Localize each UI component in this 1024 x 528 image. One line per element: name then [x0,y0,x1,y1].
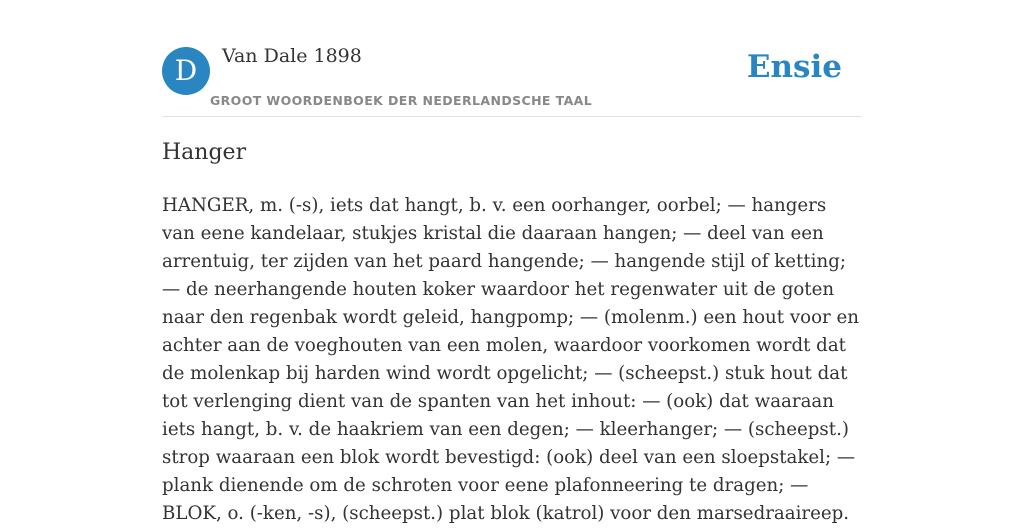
source-title[interactable]: Van Dale 1898 [222,45,362,67]
source-subtitle: GROOT WOORDENBOEK DER NEDERLANDSCHE TAAL [210,93,593,108]
entry-title: Hanger [162,140,247,165]
header [162,0,862,117]
entry-definition: HANGER, m. (-s), iets dat hangt, b. v. een oorhanger, oorbel; — hangers van eene kandelaar, stukjes kristal die daaraan hangen; — deel van een arrentuig, ter zijden van het paard hangende; — hangende stijl of ketting; — de neerhangende houten koker waardoor het regenwater uit de goten naar den regenbak wordt geleid, hangpomp; — (molenm.) een hout voor en achter aan de voeghouten van een molen, waardoor voorkomen wordt dat de molenkap bij harden wind wordt opgelicht; — (scheepst.) stuk hout dat tot verlenging dient van de spanten van het inhout: — (ook) dat waaraan iets hangt, b. v. de haakriem van een degen; — kleerhanger; — (scheepst.) strop waaraan een blok wordt bevestigd: (ook) deel van een sloepstakel; — plank dienende om de schroten voor eene plafonneering te dragen; —BLOK, o. (-ken, -s), (scheepst.) plat blok (katrol) voor den marsedraaireep. [162,195,859,524]
source-avatar[interactable]: D [162,47,210,95]
brand-logo[interactable]: Ensie [746,49,842,85]
